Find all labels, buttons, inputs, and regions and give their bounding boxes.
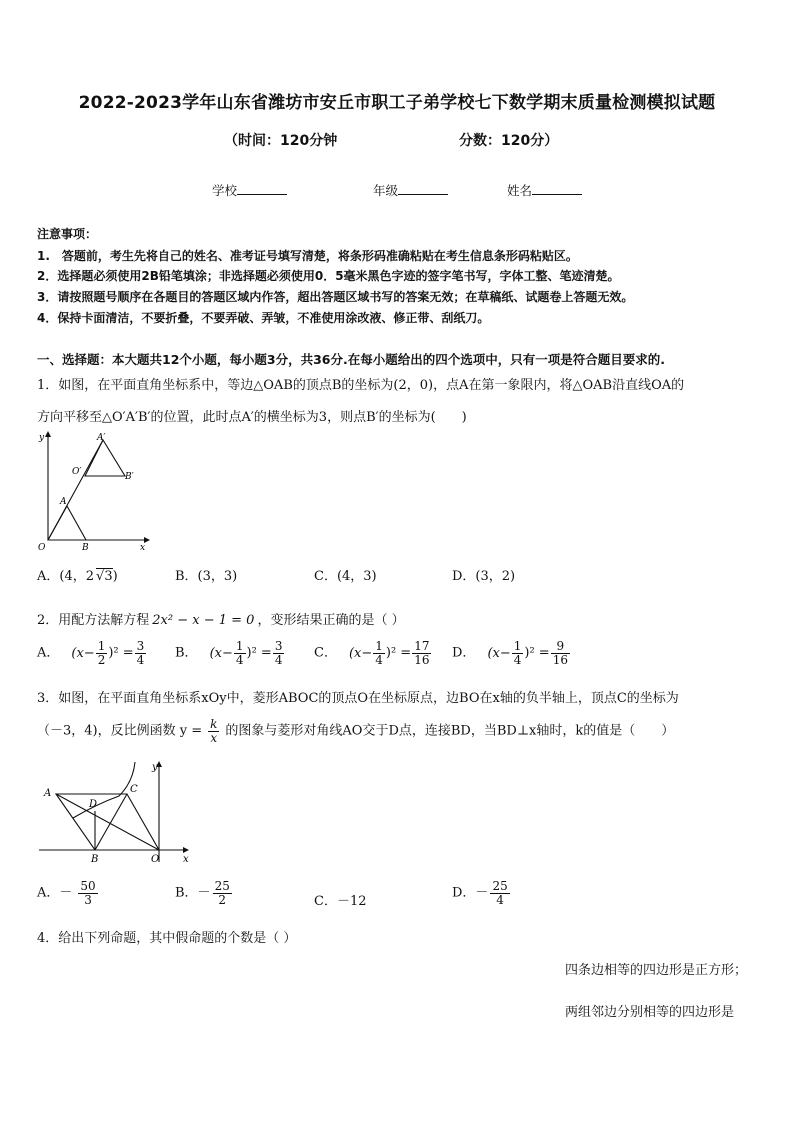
fig3-label-D: D [89,799,98,810]
fig3-label-x: x [183,854,189,865]
school-field[interactable]: 学校 [212,181,287,199]
fig3-label-O: O [151,854,160,865]
fig3-label-B: B [91,854,99,865]
exam-score: 分数：120分） [459,133,559,149]
q1-stem-line1: 1．如图，在平面直角坐标系中，等边△OAB的顶点B的坐标为(2，0)，点A在第一象限内，将△OAB沿直线OA的 [37,378,685,393]
fig1-label-O: O [38,543,46,553]
note-item: 2．选择题必须使用2B铅笔填涂；非选择题必须使用0．5毫米黑色字迹的签字笔书写，字体工整、笔迹清楚。 [37,269,620,283]
fig1-label-y: y [39,433,45,443]
q1-option-c[interactable]: C．(4，3) [314,569,377,584]
q1-figure [30,428,155,553]
q2-option-d[interactable]: D． (x− $\frac{1}{4}$ )² = $\frac{9}{16}$ [452,639,568,667]
triangle-OAB [48,506,86,540]
fig1-label-A: A [60,497,67,507]
grade-field[interactable]: 年级 [373,181,448,199]
q3-option-c[interactable]: C．－12 [314,894,367,909]
q4-stem: 4．给出下列命题，其中假命题的个数是（ ） [37,931,297,946]
fig3-label-A: A [44,788,52,799]
exam-time: （时间：120分钟 [224,133,338,149]
fig1-label-A1: A′ [97,433,106,443]
q3-option-b[interactable]: B．－ $\frac{25}{2}$ [175,879,230,907]
q3-option-a[interactable]: A．－ $\frac{50}{3}$ [37,879,96,907]
page-title: 2022-2023学年山东省潍坊市安丘市职工子弟学校七下数学期末质量检测模拟试题 [78,93,716,113]
note-item: 4．保持卡面清洁，不要折叠，不要弄破、弄皱，不准使用涂改液、修正带、刮纸刀。 [37,311,490,325]
fig1-label-B: B [82,543,89,553]
q3-stem-line1: 3．如图，在平面直角坐标系xOy中，菱形ABOC的顶点O在坐标原点，边BO在x轴的负半轴上，顶点C的坐标为 [37,691,679,706]
section-heading: 一、选择题：本大题共12个小题，每小题3分，共36分.在每小题给出的四个选项中，只有一项是符合题目要求的. [37,352,665,367]
q1-option-d[interactable]: D．(3，2) [452,569,516,584]
note-item: 3．请按照题号顺序在各题目的答题区域内作答，超出答题区域书写的答案无效；在草稿纸、试题卷上答题无效。 [37,290,634,304]
notes-heading: 注意事项： [37,227,98,241]
q1-stem-line2: 方向平移至△O′A′B′的位置，此时点A′的横坐标为3，则点B′的坐标为( ) [37,410,467,425]
q4-statement-1: 四条边相等的四边形是正方形； [565,963,748,978]
q3-stem-line2: （－3，4)，反比例函数 y = $\frac{k}{x}$ 的图象与菱形对角线AO交于D点，连接BD，当BD⊥x轴时，k的值是（ ） [37,717,675,745]
q2-option-c[interactable]: C． (x− $\frac{1}{4}$ )² = $\frac{17}{16}$ [314,639,430,667]
diagonal-BC [95,794,127,850]
q1-option-b[interactable]: B．(3，3) [175,569,238,584]
q2-stem: 2．用配方法解方程 2x² − x − 1 = 0 ，变形结果正确的是（ ） [37,613,405,628]
hyperbola [73,762,135,818]
q1-option-a[interactable]: A．(4，2 √3) [37,569,118,584]
name-field[interactable]: 姓名 [507,181,582,199]
fig1-label-B1: B′ [125,472,134,482]
q2-option-a[interactable]: A． (x− $\frac{1}{2}$ )² = $\frac{3}{4}$ [37,639,145,667]
fig3-label-y: y [152,762,158,773]
q2-option-b[interactable]: B． (x− $\frac{1}{4}$ )² = $\frac{3}{4}$ [175,639,283,667]
fig3-label-C: C [130,784,138,795]
note-item: 1. 答题前，考生先将自己的姓名、准考证号填写清楚，将条形码准确粘贴在考生信息条形码粘贴区。 [37,249,578,263]
q3-option-d[interactable]: D．－ $\frac{25}{4}$ [452,879,508,907]
fig1-label-O1: O′ [72,467,82,477]
triangle-O1A1B1 [85,440,125,476]
fig1-label-x: x [140,543,146,553]
q4-statement-2: 两组邻边分别相等的四边形是 [565,1005,735,1020]
q3-figure [35,758,197,866]
